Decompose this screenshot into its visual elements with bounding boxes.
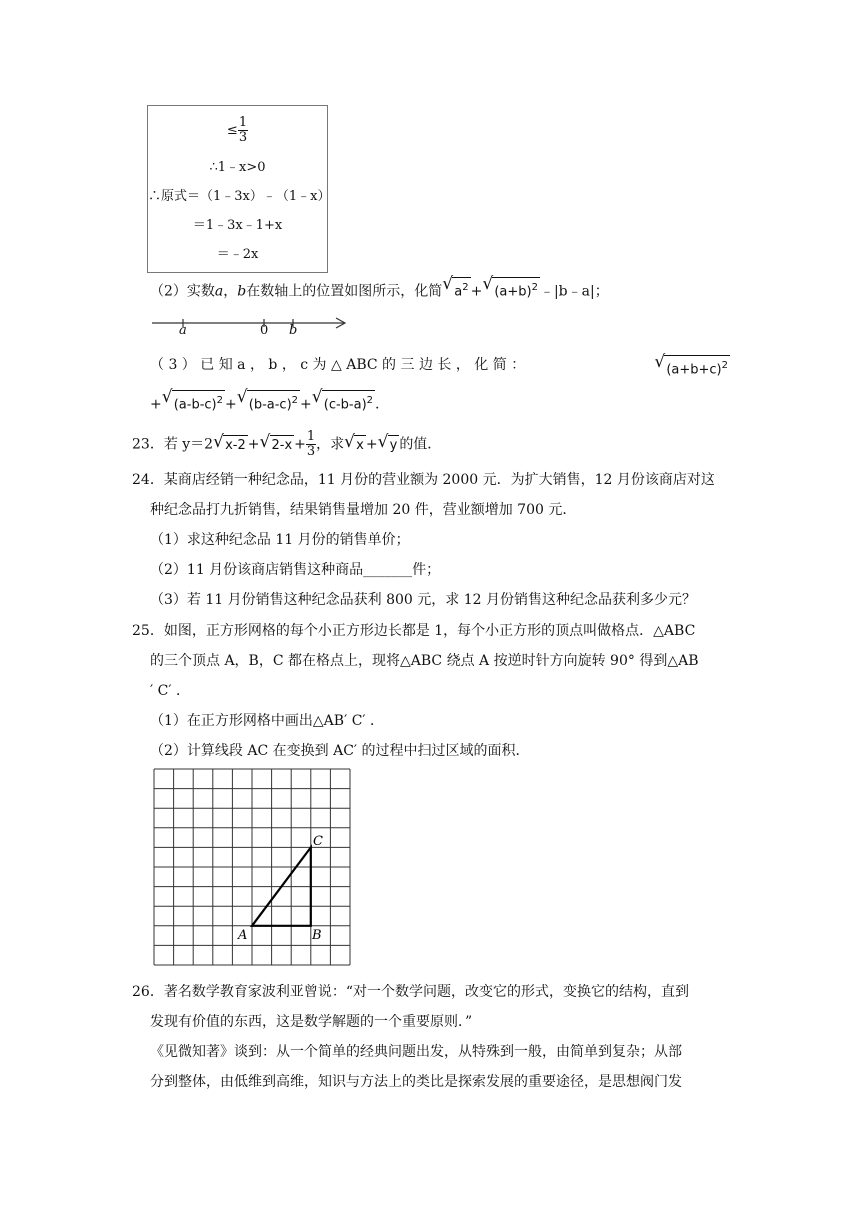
q26-line3: 《见微知著》谈到：从一个简单的经典问题出发，从特殊到一般，由简单到复杂；从部 xyxy=(150,1044,682,1060)
q24-line2: 种纪念品打九折销售，结果销售量增加 20 件，营业额增加 700 元． xyxy=(150,502,577,518)
q22-part3-line1: （ 3 ） 已 知 a ， b ， c 为 △ ABC 的 三 边 长 ， 化 简 ： √ $(a+b+c)^2$ xyxy=(150,355,730,375)
q25-part2: （2）计算线段 AC 在变换到 AC′ 的过程中扫过区域的面积． xyxy=(150,743,530,759)
q25-line1: 25．如图，正方形网格的每个小正方形边长都是 1，每个小正方形的顶点叫做格点．△ABC xyxy=(132,623,696,639)
q22-part3-line2: +√ $(a-b-c)^2$ +√ $(b-a-c)^2$ +√ $(c-b-a)^2$ . xyxy=(150,390,380,415)
q26-line1: 26．著名数学教育家波利亚曾说：“对一个数学问题，改变它的形式，变换它的结构，直到 xyxy=(132,984,689,1000)
number-line-label-a: a xyxy=(179,323,187,338)
q25-line2: 的三个顶点 A，B，C 都在格点上，现将△ABC 绕点 A 按逆时针方向旋转 90° 得到△AB xyxy=(150,653,699,669)
number-line-label-b: b xyxy=(289,323,298,338)
solution-line-5: ＝﹣2x xyxy=(216,247,259,262)
number-line-label-0: 0 xyxy=(260,323,269,338)
q24-part2: （2）11 月份该商店销售这种商品_______件； xyxy=(150,562,441,578)
q24-line1: 24．某商店经销一种纪念品，11 月份的营业额为 2000 元．为扩大销售，12 月份该商店对这 xyxy=(132,472,715,488)
q25-line3: ′ C′ ． xyxy=(150,683,190,699)
grid-label-a: A xyxy=(238,928,248,943)
solution-line-4: ＝1﹣3x﹣1+x xyxy=(192,218,283,233)
solution-line-1: ≤ $\frac{1}{3}$ xyxy=(226,115,248,145)
solution-box xyxy=(147,105,331,273)
square-grid-figure xyxy=(150,765,356,969)
solution-line-2: ∴1﹣x>0 xyxy=(209,160,266,175)
q26-line2: 发现有价值的东西，这是数学解题的一个重要原则．” xyxy=(150,1014,473,1030)
q26-line4: 分到整体，由低维到高维，知识与方法上的类比是探索发展的重要途径，是思想阀门发 xyxy=(150,1074,682,1090)
q25-part1: （1）在正方形网格中画出△AB′ C′ ． xyxy=(150,713,385,729)
q22-part2: （2）实数a，b在数轴上的位置如图所示，化简√ $a^2$ +√ $(a+b)^2$ ﹣|b﹣a|； xyxy=(150,277,609,302)
q24-part3: （3）若 11 月份销售这种纪念品获利 800 元，求 12 月份销售这种纪念品获利多少元？ xyxy=(150,592,696,608)
q23: 23．若 y＝2√ x-2 +√ 2-x + $\frac{1}{3}$ ，求√ x +√ y 的值． xyxy=(132,430,441,459)
q24-part1: （1）求这种纪念品 11 月份的销售单价； xyxy=(150,532,410,548)
solution-line-3: ∴原式＝（1﹣3x）﹣（1﹣x） xyxy=(148,189,331,204)
grid-label-c: C xyxy=(313,834,323,849)
grid-label-b: B xyxy=(312,928,322,943)
